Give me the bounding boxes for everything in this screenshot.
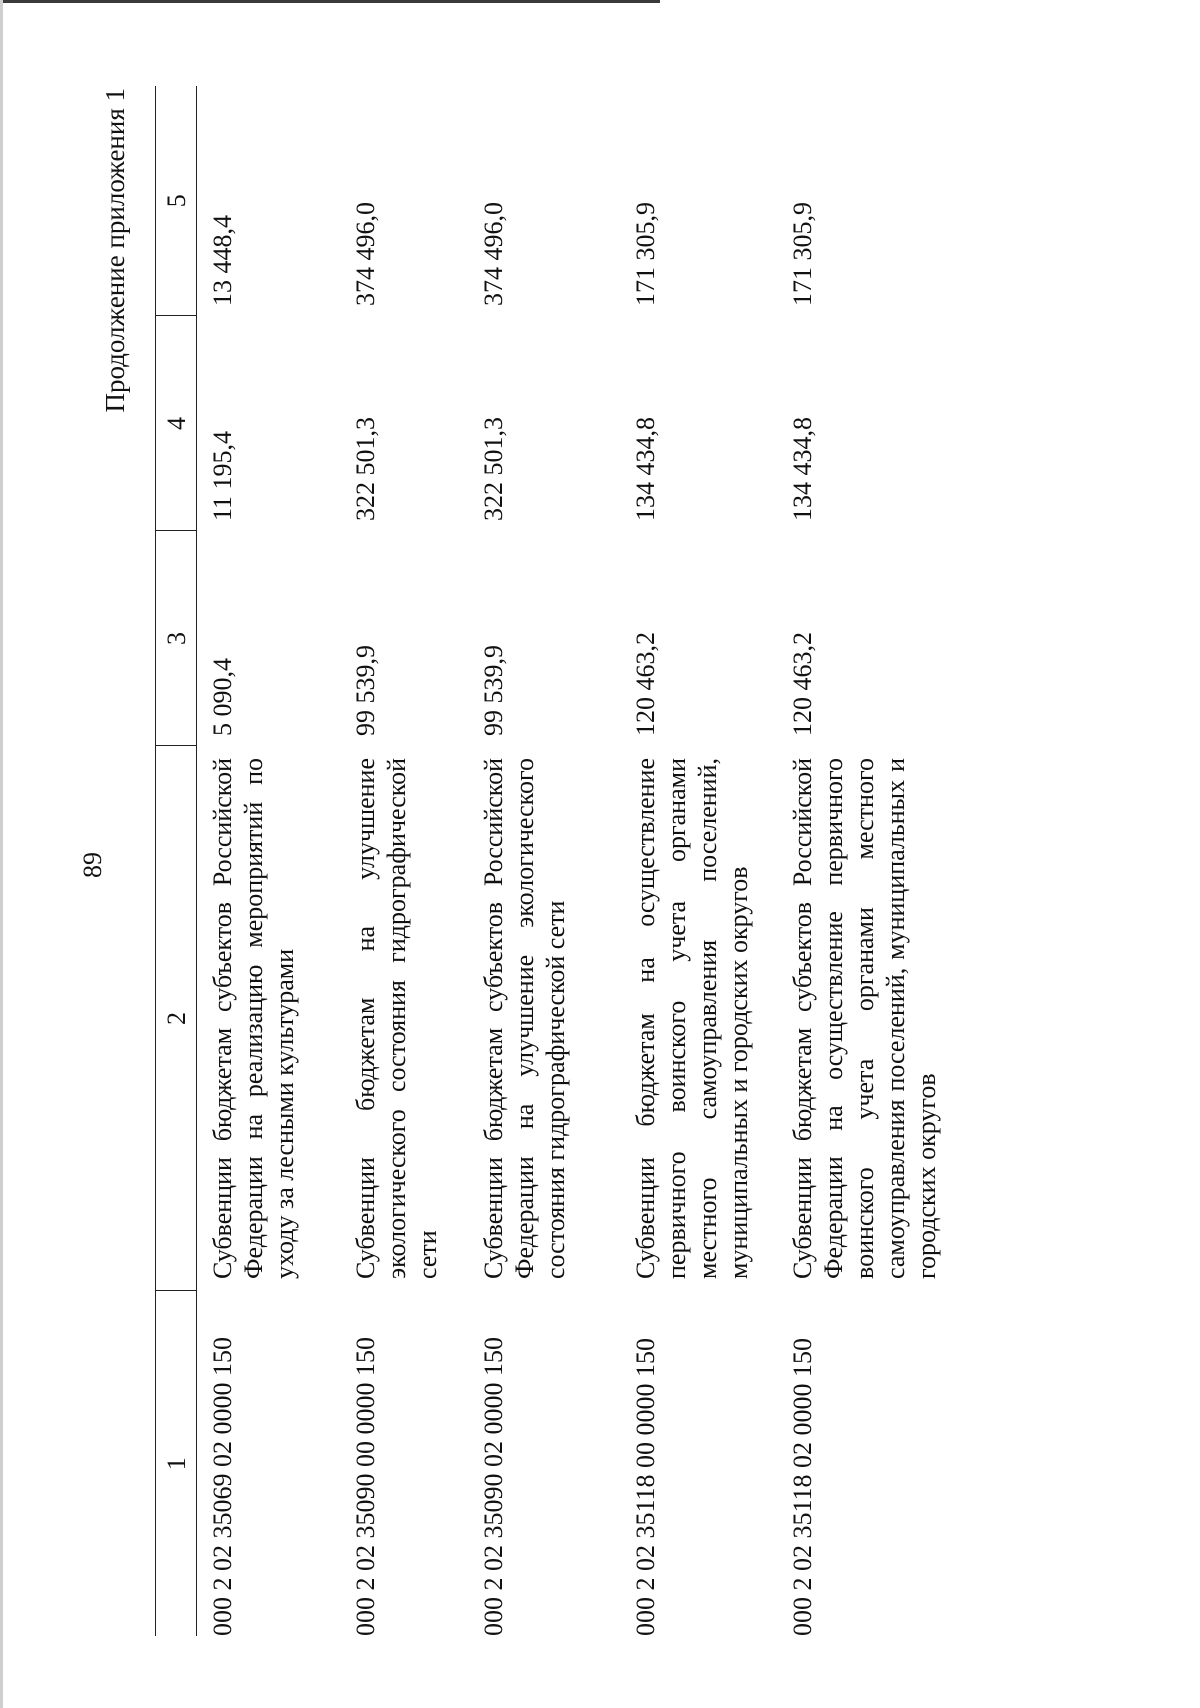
column-header-2: 2 (156, 746, 197, 1291)
header-row (156, 86, 197, 1636)
value-col-5: 374 496,0 (479, 202, 508, 306)
value-col-4: 11 195,4 (208, 430, 237, 521)
continuation-label: Продолжение приложения 1 (100, 88, 130, 413)
description: Субвенции бюджетам субъектов Российской Федерации на реализацию мероприятий по уходу за лесными культурами (208, 758, 299, 1279)
table-row (620, 86, 777, 1636)
table-row (197, 86, 341, 1636)
value-col-4: 322 501,3 (479, 417, 508, 521)
value-col-5: 374 496,0 (351, 202, 380, 306)
column-header-4: 4 (156, 316, 197, 531)
value-col-4: 134 434,8 (788, 417, 817, 521)
value-col-3: 99 539,9 (479, 645, 508, 736)
value-col-3: 120 463,2 (631, 632, 660, 736)
value-col-3: 5 090,4 (208, 658, 237, 736)
description: Субвенции бюджетам на улучшение экологического состояния гидрографической сети (351, 758, 442, 1279)
value-col-3: 99 539,9 (351, 645, 380, 736)
description: Субвенции бюджетам субъектов Российской Федерации на улучшение экологического состояния гидрографической сети (479, 758, 570, 1279)
column-header-3: 3 (156, 531, 197, 746)
value-col-5: 13 448,4 (208, 215, 237, 306)
appendix-table (155, 86, 947, 1636)
column-header-1: 1 (156, 1291, 197, 1636)
value-col-5: 171 305,9 (788, 202, 817, 306)
value-col-5: 171 305,9 (631, 202, 660, 306)
page-number: 89 (78, 852, 107, 878)
description: Субвенции бюджетам субъектов Российской Федерации на осуществление первичного воинского учета органами местного самоуправления поселений, муниципальных и городских округов (788, 758, 941, 1279)
budget-code: 000 2 02 35090 00 0000 150 (351, 1337, 380, 1636)
budget-code: 000 2 02 35090 02 0000 150 (479, 1337, 508, 1636)
column-header-5: 5 (156, 86, 197, 316)
budget-code: 000 2 02 35069 02 0000 150 (208, 1337, 237, 1636)
value-col-4: 134 434,8 (631, 417, 660, 521)
budget-code: 000 2 02 35118 00 0000 150 (631, 1337, 660, 1636)
value-col-3: 120 463,2 (788, 632, 817, 736)
table-row (468, 86, 620, 1636)
budget-code: 000 2 02 35118 02 0000 150 (788, 1337, 817, 1636)
description: Субвенции бюджетам на осуществление первичного воинского учета органами местного самоуправления поселений, муниципальных и городских округов (631, 758, 753, 1279)
value-col-4: 322 501,3 (351, 417, 380, 521)
table-row (777, 86, 947, 1636)
table-row (340, 86, 468, 1636)
